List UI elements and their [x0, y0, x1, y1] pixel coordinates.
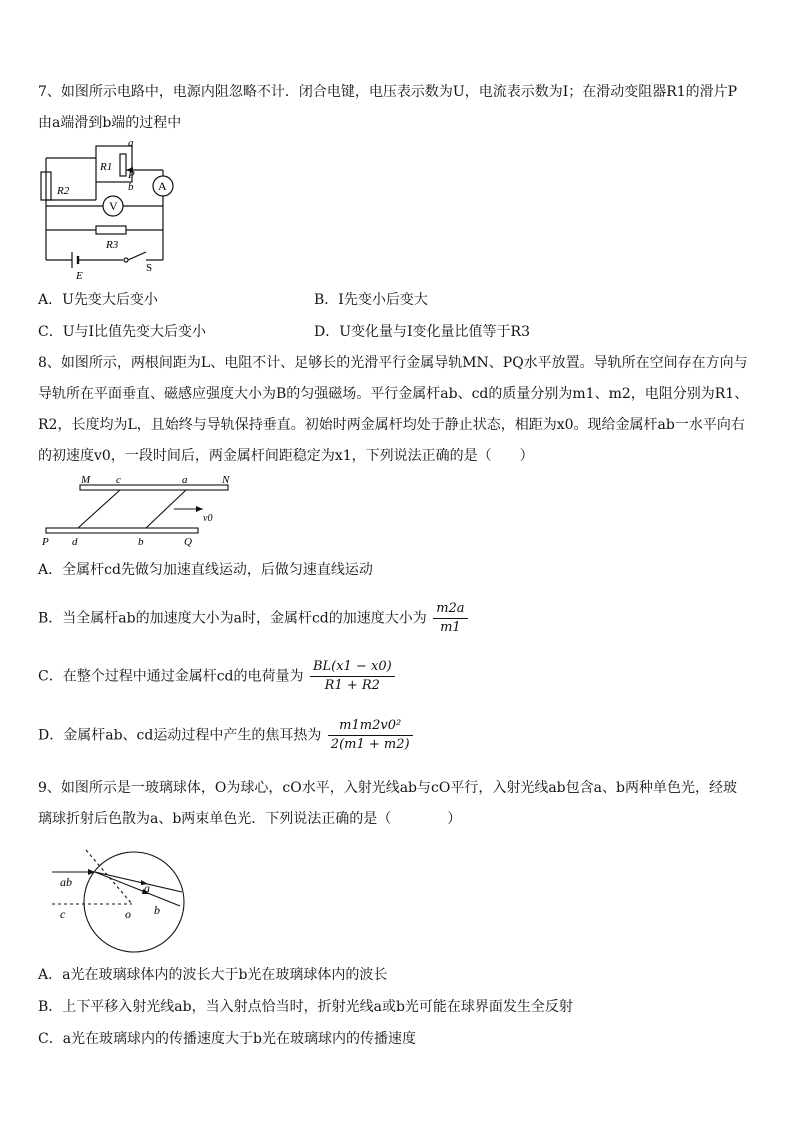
q7-label-r2: R2 [57, 185, 70, 197]
q8-option-c-fraction [310, 658, 395, 695]
q9-label-b: b [154, 903, 160, 917]
q8-option-c [38, 658, 395, 695]
q8-label-a: a [182, 474, 188, 486]
q9-stem-line2: 璃球折射后色散为a、b两束单色光．下列说法正确的是（ ） [38, 811, 462, 827]
q7-label-b: b [128, 181, 134, 193]
q8-label-c: c [116, 474, 121, 486]
q9-label-ab: ab [60, 875, 72, 889]
q7-label-r1: R1 [100, 161, 113, 173]
q8-label-b: b [138, 536, 144, 548]
q7-label-r3: R3 [106, 239, 119, 251]
q8-option-b-denominator: m1 [440, 620, 461, 635]
q8-option-d-fraction [328, 717, 413, 754]
q8-stem-line2: 导轨所在平面垂直、磁感应强度大小为B的匀强磁场。平行金属杆ab、cd的质量分别为m1、m2，电阻分别为R1、 [38, 386, 749, 402]
q9-label-a: a [144, 881, 150, 895]
q7-stem-line1: 7、如图所示电路中，电源内阻忽略不计．闭合电键，电压表示数为U，电流表示数为I；在滑动变阻器R1的滑片P [38, 84, 738, 100]
q9-option-a: A．a光在玻璃球体内的波长大于b光在玻璃球体内的波长 [38, 967, 388, 983]
q8-option-c-numerator: BL(x1 − x0) [310, 658, 395, 677]
q8-stem-line4: 的初速度v0，一段时间后，两金属杆间距稳定为x1，下列说法正确的是（ ） [38, 448, 534, 464]
q8-option-b-numerator: m2a [433, 600, 467, 619]
q8-option-b-text: B．当全属杆ab的加速度大小为a时，金属杆cd的加速度大小为 [38, 610, 427, 627]
q8-label-p: P [42, 536, 49, 548]
q8-label-n: N [222, 474, 230, 486]
q7-stem-line2: 由a端滑到b端的过程中 [38, 115, 182, 131]
q8-label-d: d [72, 536, 78, 548]
q8-option-d-text: D．金属杆ab、cd运动过程中产生的焦耳热为 [38, 727, 322, 744]
q7-label-p: P [128, 169, 135, 181]
q7-label-s: S [146, 262, 153, 274]
q8-option-d-numerator: m1m2v0² [328, 717, 413, 736]
q8-label-m: M [81, 474, 91, 486]
q7-label-e: E [76, 270, 83, 280]
q7-label-a: a [128, 140, 134, 149]
q8-option-c-text: C．在整个过程中通过金属杆cd的电荷量为 [38, 668, 304, 685]
q9-label-o: o [125, 907, 131, 921]
q8-stem-line3: R2，长度均为L，且始终与导轨保持垂直。初始时两金属杆均处于静止状态，相距为x0。现给金属杆ab一水平向右 [38, 417, 745, 433]
q7-voltmeter-label: V [109, 199, 118, 213]
q7-ammeter-label: A [158, 179, 167, 193]
q9-label-c: c [60, 907, 66, 921]
q8-option-a: A．全属杆cd先做匀加速直线运动，后做匀速直线运动 [38, 562, 373, 578]
q8-rails-diagram [38, 473, 238, 548]
q7-option-b: B．I先变小后变大 [314, 292, 428, 308]
q7-circuit-diagram [38, 140, 188, 280]
q8-option-c-denominator: R1 + R2 [324, 678, 380, 693]
q7-option-a: A．U先变大后变小 [38, 292, 158, 308]
q9-stem-line1: 9、如图所示是一玻璃球体，O为球心，cO水平，入射光线ab与cO平行，入射光线ab包含a、b两种单色光，经玻 [38, 780, 737, 796]
q9-option-c: C．a光在玻璃球内的传播速度大于b光在玻璃球内的传播速度 [38, 1031, 417, 1047]
q9-glass-sphere-diagram [48, 838, 218, 958]
q8-option-b [38, 600, 468, 637]
q8-option-d [38, 717, 413, 754]
q8-option-b-fraction [433, 600, 467, 637]
q9-option-b: B．上下平移入射光线ab，当入射点恰当时，折射光线a或b光可能在球界面发生全反射 [38, 999, 573, 1015]
q8-stem-line1: 8、如图所示，两根间距为L、电阻不计、足够长的光滑平行金属导轨MN、PQ水平放置。导轨所在空间存在方向与 [38, 355, 748, 371]
q7-option-d: D．U变化量与I变化量比值等于R3 [314, 324, 531, 340]
q8-label-v0: v0 [203, 513, 213, 524]
q8-label-q: Q [184, 536, 192, 548]
q7-option-c: C．U与I比值先变大后变小 [38, 324, 207, 340]
q8-option-d-denominator: 2(m1 + m2) [330, 737, 410, 752]
